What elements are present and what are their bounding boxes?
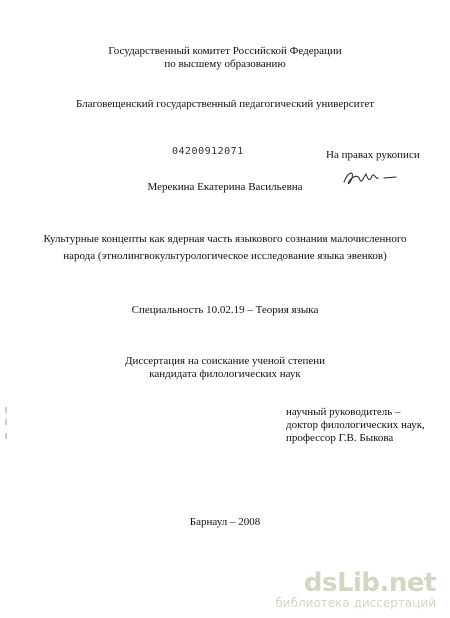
committee-line-2: по высшему образованию [164,58,286,70]
registration-code: 04200912071 [172,146,244,157]
watermark-subtitle: библиотека диссертаций [275,596,436,610]
dissertation-line-2: кандидата филологических наук [149,368,301,380]
scan-edge-marks [4,405,8,445]
supervisor-name: профессор Г.В. Быкова [286,432,394,444]
watermark-logo: dsLib.net [303,568,436,598]
author-name: Мерекина Екатерина Васильевна [147,181,303,193]
dissertation-line-1: Диссертация на соискание ученой степени [124,355,326,367]
place-and-year: Барнаул – 2008 [189,516,261,528]
university-name: Благовещенский государственный педагогический университет [75,98,375,110]
title-line-2: народа (этнолингвокультурологическое исследование языка эвенков) [63,250,387,262]
committee-line-1: Государственный комитет Российской Федерации [108,45,342,57]
manuscript-rights: На правах рукописи [326,149,420,161]
supervisor-degree: доктор филологических наук, [286,419,425,431]
specialty: Специальность 10.02.19 – Теория языка [131,304,319,316]
title-line-1: Культурные концепты как ядерная часть языкового сознания малочисленного [43,233,407,245]
supervisor-role: научный руководитель – [286,406,401,418]
dslib-watermark [246,568,436,612]
